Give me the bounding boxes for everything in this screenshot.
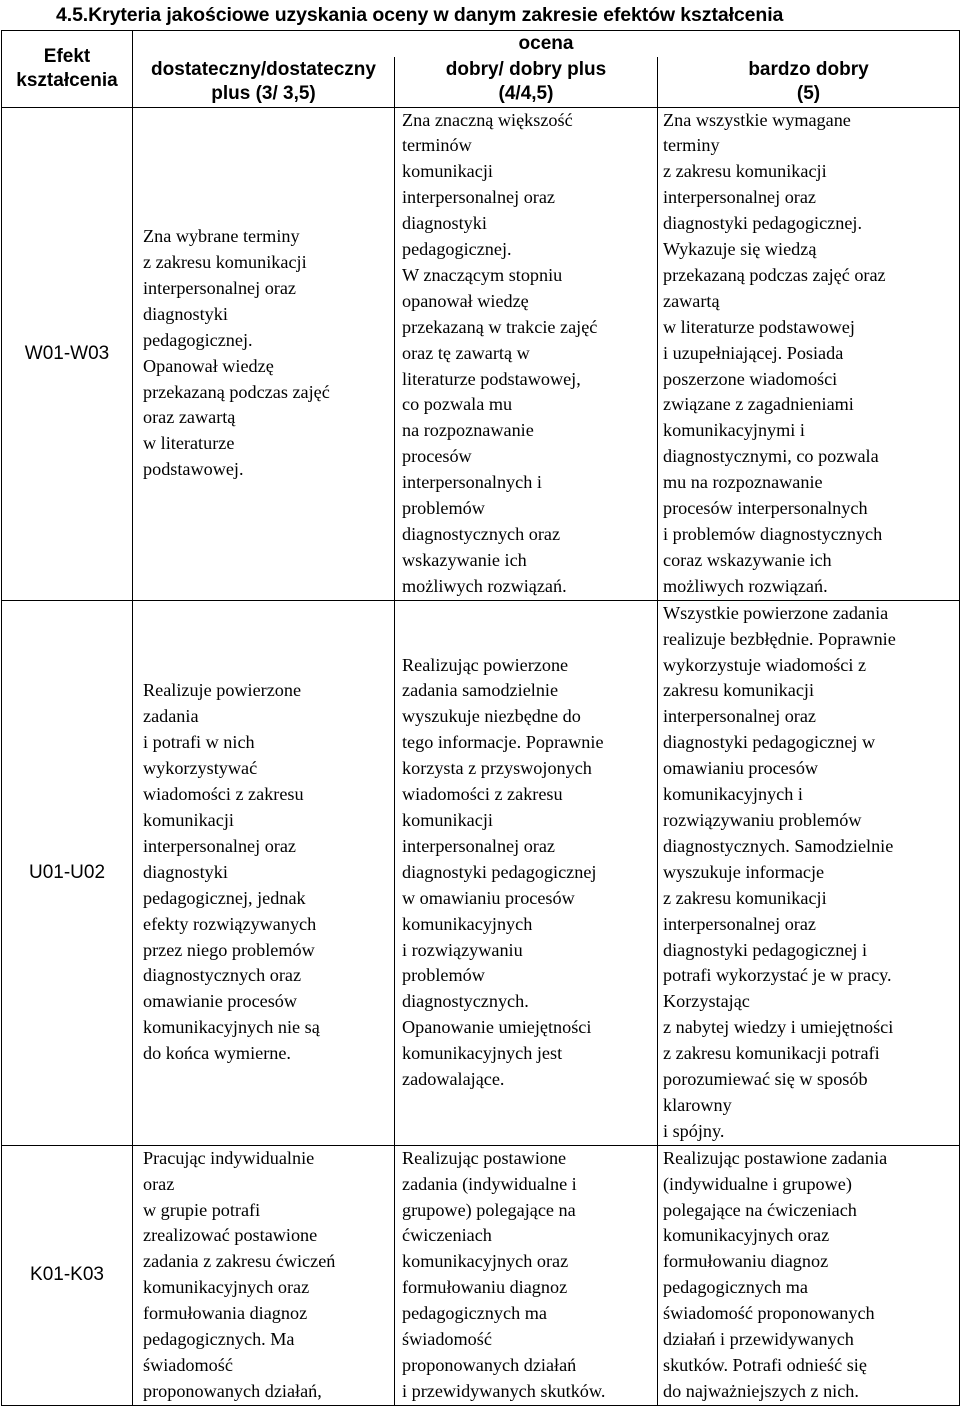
effect-code: U01-U02 — [2, 600, 133, 1145]
table-row — [2, 600, 960, 1145]
section-heading: 4.5.Kryteria jakościowe uzyskania oceny w danym zakresie efektów kształcenia — [56, 4, 784, 26]
criteria-cell-very-good: Realizując postawione zadania (indywidualne i grupowe) polegające na ćwiczeniach komunikacyjnych oraz formułowaniu diagnoz pedagogicznych ma świadomość proponowanych działań i przewidywanych skutków. Potrafi odnieść się do najważniejszych z nich. — [658, 1145, 960, 1405]
effect-code: K01-K03 — [2, 1145, 133, 1405]
level-header-very-good: bardzo dobry (5) — [658, 57, 960, 108]
criteria-table — [1, 30, 960, 1406]
criteria-cell-satisfactory: Pracując indywidualnie oraz w grupie potrafi zrealizować postawione zadania z zakresu ćwiczeń komunikacyjnych oraz formułowania diagnoz pedagogicznych. Ma świadomość proponowanych działań, — [133, 1145, 395, 1405]
table-row — [2, 1145, 960, 1405]
criteria-cell-satisfactory: Zna wybrane terminy z zakresu komunikacji interpersonalnej oraz diagnostyki pedagogicznej. Opanował wiedzę przekazaną podczas zajęć oraz zawartą w literaturze podstawowej. — [133, 107, 395, 600]
level-header-satisfactory: dostateczny/dostateczny plus (3/ 3,5) — [133, 57, 395, 108]
level-header-good: dobry/ dobry plus (4/4,5) — [395, 57, 658, 108]
criteria-cell-good: Realizując postawione zadania (indywidualne i grupowe) polegające na ćwiczeniach komunikacyjnych oraz formułowaniu diagnoz pedagogicznych ma świadomość proponowanych działań i przewidywanych skutków. — [395, 1145, 658, 1405]
table-row — [2, 107, 960, 600]
criteria-cell-very-good: Zna wszystkie wymagane terminy z zakresu komunikacji interpersonalnej oraz diagnostyki pedagogicznej. Wykazuje się wiedzą przekazaną podczas zajęć oraz zawartą w literaturze podstawowej i uzupełniającej. Posiada poszerzone wiadomości związane z zagadnieniami komunikacyjnymi i diagnostycznymi, co pozwala mu na rozpoznawanie procesów interpersonalnych i problemów diagnostycznych coraz wskazywanie ich możliwych rozwiązań. — [658, 107, 960, 600]
ocena-header: ocena — [133, 31, 960, 57]
criteria-cell-satisfactory: Realizuje powierzone zadania i potrafi w nich wykorzystywać wiadomości z zakresu komunikacji interpersonalnej oraz diagnostyki pedagogicznej, jednak efekty rozwiązywanych przez niego problemów diagnostycznych oraz omawianie procesów komunikacyjnych nie są do końca wymierne. — [133, 600, 395, 1145]
criteria-cell-very-good: Wszystkie powierzone zadania realizuje bezbłędnie. Poprawnie wykorzystuje wiadomości z zakresu komunikacji interpersonalnej oraz diagnostyki pedagogicznej w omawianiu procesów komunikacyjnych i rozwiązywaniu problemów diagnostycznych. Samodzielnie wyszukuje informacje z zakresu komunikacji interpersonalnej oraz diagnostyki pedagogicznej i potrafi wykorzystać je w pracy. Korzystając z nabytej wiedzy i umiejętności z zakresu komunikacji potrafi porozumiewać się w sposób klarowny i spójny. — [658, 600, 960, 1145]
effect-code: W01-W03 — [2, 107, 133, 600]
criteria-cell-good: Realizując powierzone zadania samodzielnie wyszukuje niezbędne do tego informacje. Poprawnie korzysta z przyswojonych wiadomości z zakresu komunikacji interpersonalnej oraz diagnostyki pedagogicznej w omawianiu procesów komunikacyjnych i rozwiązywaniu problemów diagnostycznych. Opanowanie umiejętności komunikacyjnych jest zadowalające. — [395, 600, 658, 1145]
criteria-cell-good: Zna znaczną większość terminów komunikacji interpersonalnej oraz diagnostyki pedagogicznej. W znaczącym stopniu opanował wiedzę przekazaną w trakcie zajęć oraz tę zawartą w literaturze podstawowej, co pozwala mu na rozpoznawanie procesów interpersonalnych i problemów diagnostycznych oraz wskazywanie ich możliwych rozwiązań. — [395, 107, 658, 600]
effect-column-header: Efekt kształcenia — [2, 31, 133, 108]
